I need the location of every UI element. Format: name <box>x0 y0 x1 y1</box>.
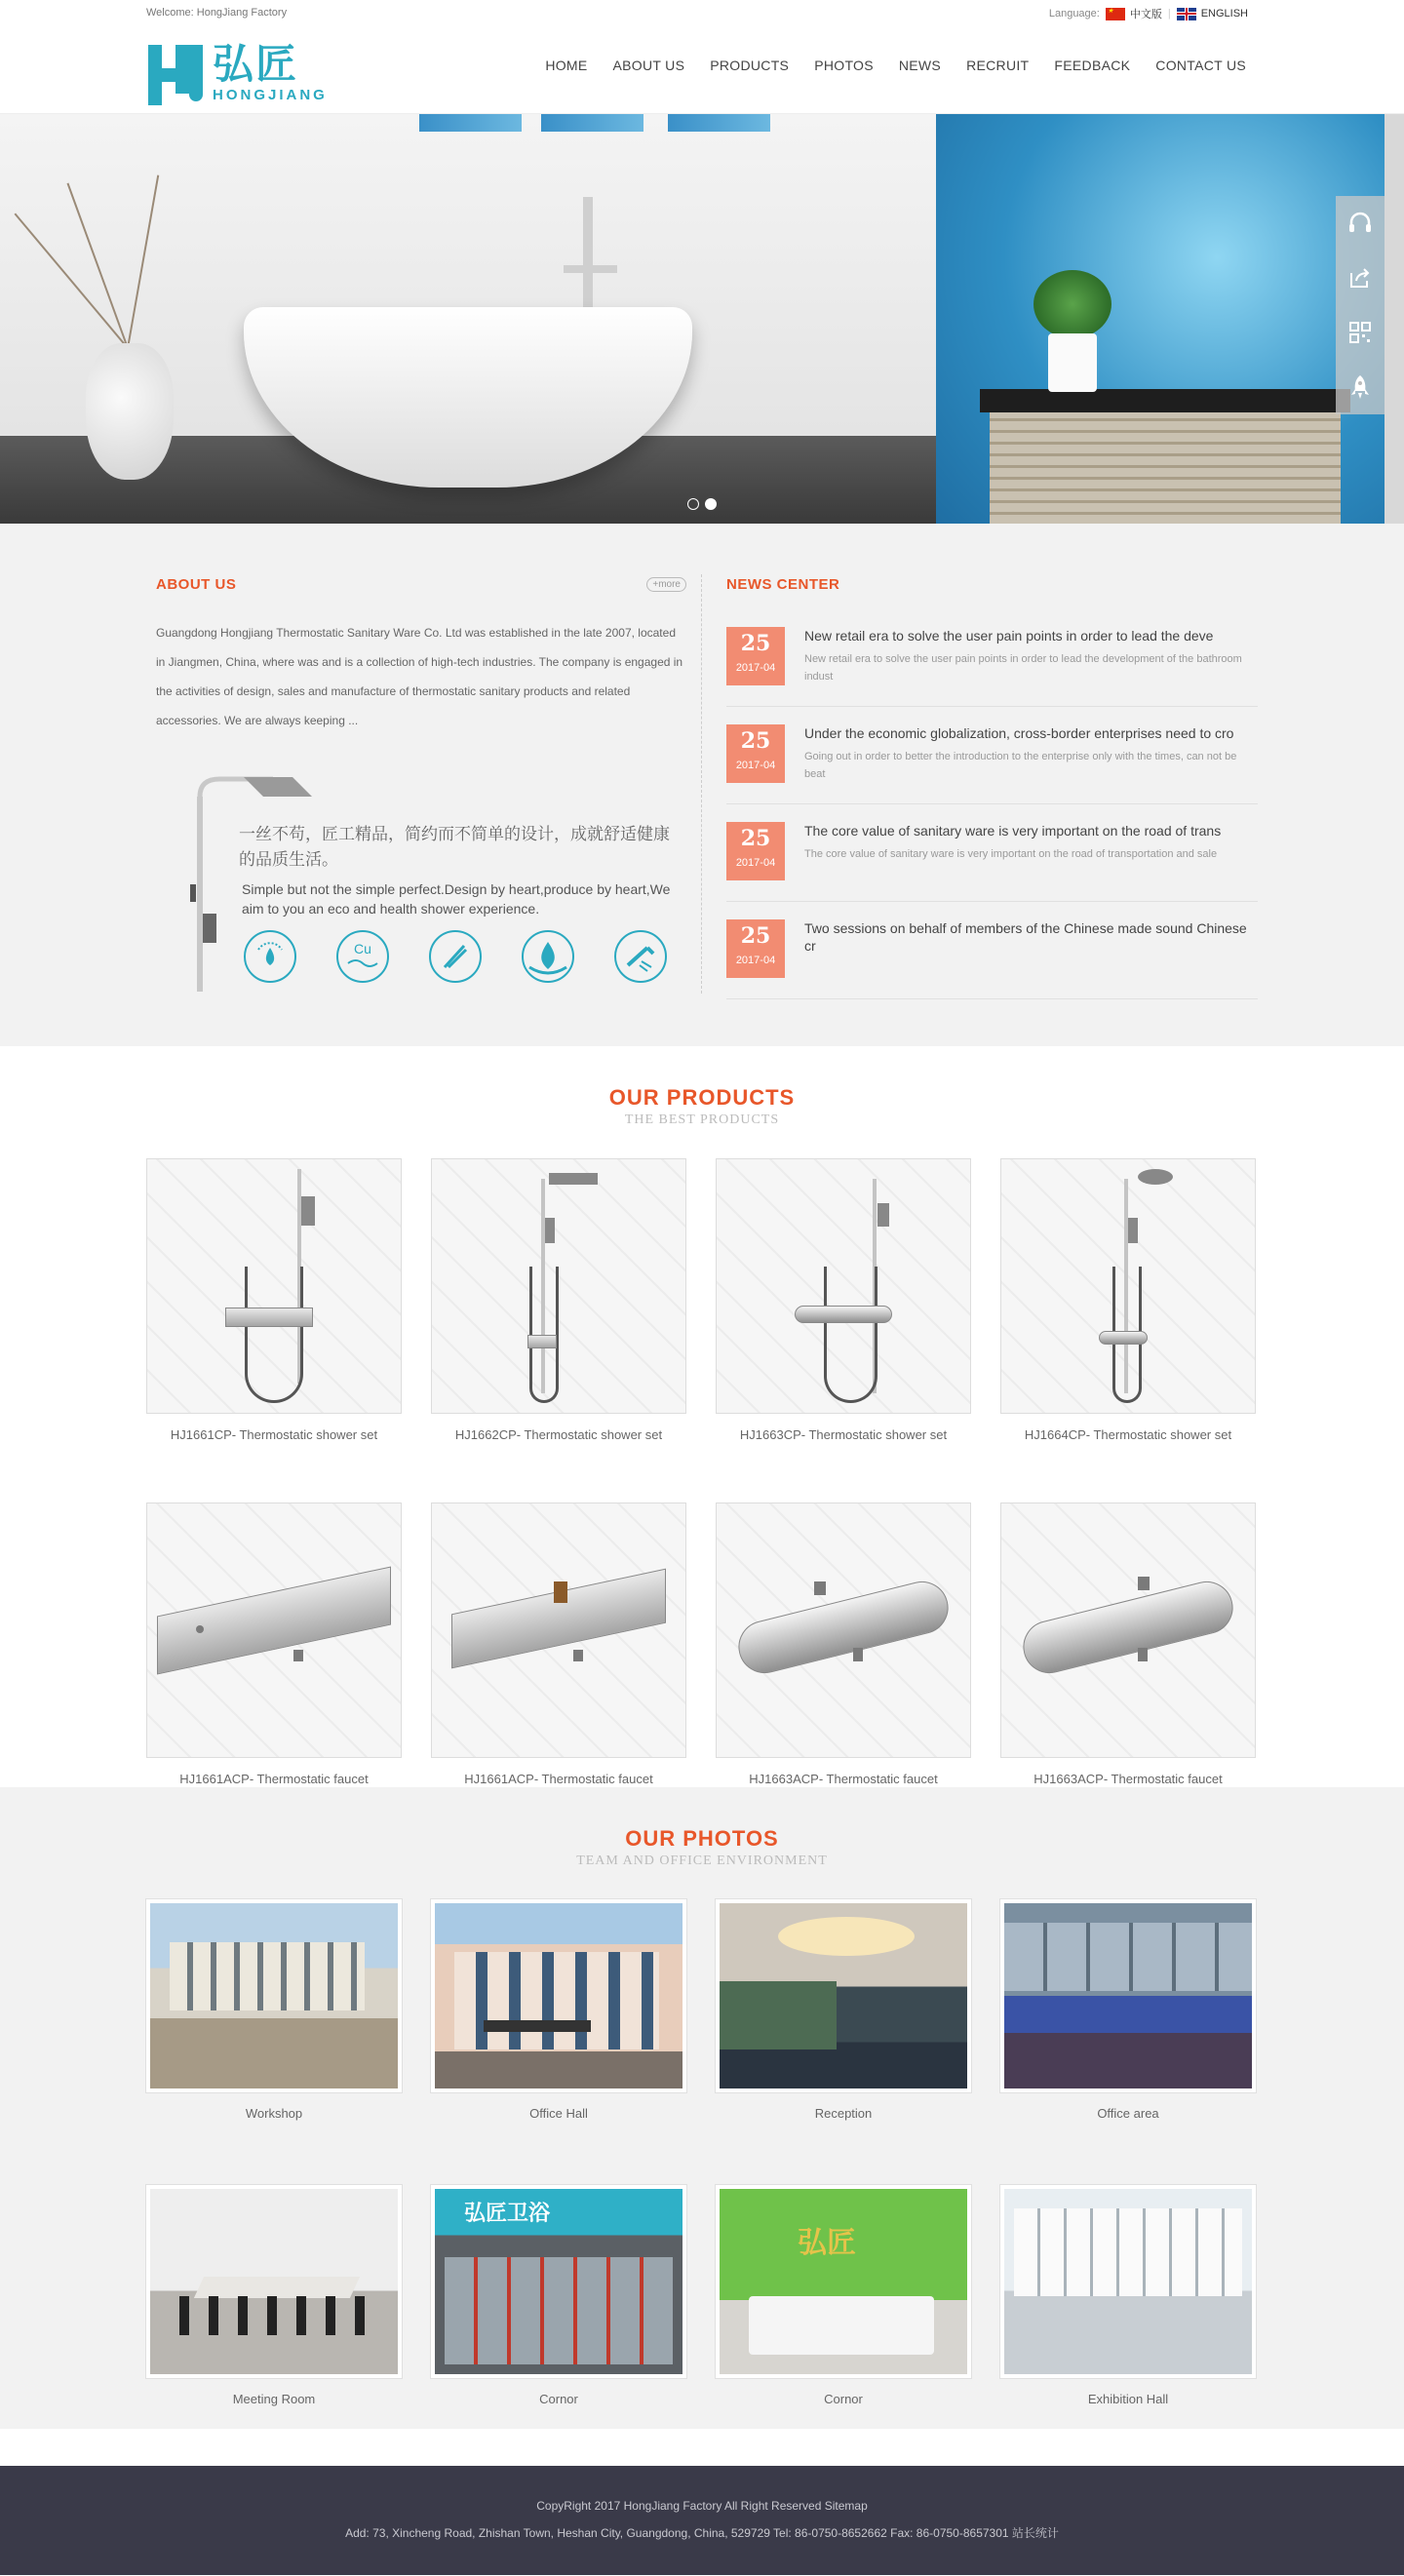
products-section <box>0 1046 1404 1787</box>
product-name: HJ1661ACP- Thermostatic faucet <box>179 1772 369 1786</box>
news-center-title: NEWS CENTER <box>726 575 840 593</box>
product-name: HJ1662CP- Thermostatic shower set <box>454 1427 663 1442</box>
product-card[interactable] <box>146 1158 402 1442</box>
news-year-month: 2017-04 <box>735 857 776 869</box>
photo-card[interactable] <box>1000 1899 1256 2121</box>
about-more-button[interactable]: +more <box>646 577 686 592</box>
news-date-badge <box>726 822 785 880</box>
news-day: 25 <box>740 826 771 851</box>
photo-caption: Office area <box>1097 2106 1159 2121</box>
shower-promo-image <box>166 767 686 992</box>
news-day: 25 <box>740 728 771 754</box>
photos-title: OUR PHOTOS <box>625 1826 779 1851</box>
slider-dots <box>687 498 717 510</box>
lang-chinese-label: 中文版 <box>1129 9 1162 20</box>
banner-stone-table <box>990 407 1341 524</box>
news-year-month: 2017-04 <box>735 955 776 966</box>
banner-table-top <box>980 389 1350 412</box>
product-image <box>146 1503 402 1758</box>
news-item[interactable] <box>726 902 1258 999</box>
news-year-month: 2017-04 <box>735 760 776 771</box>
product-name: HJ1661CP- Thermostatic shower set <box>170 1427 378 1442</box>
news-year-month: 2017-04 <box>735 662 776 674</box>
photo-caption: Meeting Room <box>232 2392 316 2406</box>
photos-section <box>0 1787 1404 2429</box>
photo-image <box>146 2185 402 2378</box>
logo-chinese-name: 弘匠 <box>213 41 299 87</box>
photo-image <box>1000 2185 1256 2378</box>
wall-logo-text: 弘匠 <box>798 2227 856 2259</box>
copper-icon <box>334 928 391 985</box>
photo-image <box>431 2185 686 2378</box>
lang-chinese-link[interactable] <box>1106 6 1162 21</box>
product-card[interactable] <box>431 1503 686 1786</box>
main-nav <box>545 58 1246 73</box>
nav-home[interactable]: HOME <box>545 58 588 73</box>
news-summary: The core value of sanitary ware is very important on the road of transportation and sale <box>804 848 1218 860</box>
nav-contact-us[interactable]: CONTACT US <box>1155 58 1246 73</box>
news-date-badge <box>726 724 785 783</box>
news-item[interactable] <box>726 609 1258 707</box>
photo-image <box>716 2185 971 2378</box>
headset-icon[interactable] <box>1336 196 1384 251</box>
logo-english-name: HONGJIANG <box>213 87 328 103</box>
language-label: Language: <box>1048 8 1100 20</box>
lang-separator: | <box>1167 8 1171 20</box>
product-card[interactable] <box>716 1503 971 1786</box>
photo-card[interactable] <box>431 1899 686 2121</box>
banner-wall-art <box>541 114 644 132</box>
news-center-block <box>726 574 1258 999</box>
news-date-badge <box>726 627 785 685</box>
hand-shower-icon <box>427 928 484 985</box>
banner-wall-art <box>668 114 770 132</box>
promo-slogan-cn: 一丝不苟，匠工精品，简约而不简单的设计，成就舒适健康的品质生活。 <box>239 825 670 869</box>
photo-caption: Exhibition Hall <box>1087 2392 1169 2406</box>
news-date-badge <box>726 919 785 978</box>
nav-photos[interactable]: PHOTOS <box>814 58 874 73</box>
product-image <box>716 1158 971 1414</box>
nav-recruit[interactable]: RECRUIT <box>966 58 1030 73</box>
photo-image <box>716 1899 971 2092</box>
news-day: 25 <box>740 923 771 949</box>
footer-copyright: CopyRight 2017 HongJiang Factory All Right Reserved Sitemap <box>536 2499 868 2513</box>
products-title: OUR PRODUCTS <box>608 1085 796 1110</box>
banner-faucet-spout <box>564 265 617 273</box>
news-title-link[interactable]: New retail era to solve the user pain points in order to lead the deve <box>804 628 1214 644</box>
product-image <box>431 1503 686 1758</box>
product-name: HJ1663ACP- Thermostatic faucet <box>749 1772 938 1786</box>
photo-caption: Cornor <box>824 2392 863 2406</box>
banner-vase <box>86 343 174 480</box>
photo-caption: Reception <box>814 2106 873 2121</box>
lang-english-label: ENGLISH <box>1200 8 1248 20</box>
hj-logo-icon <box>146 41 209 107</box>
top-bar <box>0 0 1404 26</box>
news-summary: New retail era to solve the user pain points in order to lead the development of the bathroom indust <box>804 653 1242 683</box>
nav-feedback[interactable]: FEEDBACK <box>1054 58 1131 73</box>
copper-label: Cu <box>354 941 371 956</box>
product-name: HJ1661ACP- Thermostatic faucet <box>464 1772 653 1786</box>
product-image <box>716 1503 971 1758</box>
photo-caption: Cornor <box>539 2392 578 2406</box>
photo-image <box>431 1899 686 2092</box>
about-news-section <box>0 524 1404 1046</box>
product-name: HJ1664CP- Thermostatic shower set <box>1024 1427 1232 1442</box>
section-divider <box>701 574 702 994</box>
news-item[interactable] <box>726 707 1258 804</box>
china-flag-icon <box>1106 8 1125 20</box>
qrcode-icon[interactable] <box>1336 305 1384 360</box>
photo-card[interactable] <box>716 1899 971 2121</box>
photo-card[interactable] <box>716 2185 971 2406</box>
news-title-link[interactable]: The core value of sanitary ware is very important on the road of trans <box>804 823 1222 839</box>
share-icon[interactable] <box>1336 251 1384 305</box>
product-grid <box>146 1158 1256 1786</box>
about-us-title: ABOUT US <box>156 575 237 593</box>
product-image <box>1000 1158 1256 1414</box>
water-drop-icon <box>520 928 576 985</box>
photo-image <box>146 1899 402 2092</box>
products-subtitle: THE BEST PRODUCTS <box>624 1112 780 1127</box>
photo-grid <box>146 1899 1256 2406</box>
shower-hand-icon <box>612 928 669 985</box>
side-toolbar <box>1336 196 1384 414</box>
photo-card[interactable] <box>431 2185 686 2406</box>
thermostat-icon <box>242 928 298 985</box>
site-logo[interactable] <box>146 41 328 107</box>
product-name: HJ1663CP- Thermostatic shower set <box>739 1427 948 1442</box>
product-image <box>431 1158 686 1414</box>
product-card[interactable] <box>1000 1503 1256 1786</box>
banner-faucet <box>583 197 593 319</box>
about-us-text: Guangdong Hongjiang Thermostatic Sanitary Ware Co. Ltd was established in the late 2007, located in Jiangmen, China, where was and is a collection of high-tech industries. The company is engaged in the activities of design, sales and manufacture of thermostatic sanitary products and related accessories. We are always keeping ... <box>156 626 683 727</box>
banner-edge <box>1384 114 1404 524</box>
banner-pot <box>1048 333 1097 392</box>
welcome-text: Welcome: HongJiang Factory <box>146 7 288 19</box>
language-switcher <box>1049 6 1248 21</box>
nav-about-us[interactable]: ABOUT US <box>612 58 685 73</box>
uk-flag-icon <box>1177 8 1196 20</box>
photo-caption: Office Hall <box>529 2106 588 2121</box>
photo-card[interactable] <box>146 1899 402 2121</box>
news-title-link[interactable]: Under the economic globalization, cross-border enterprises need to cro <box>804 725 1234 741</box>
about-us-block <box>156 574 686 735</box>
hero-banner[interactable] <box>0 114 1404 524</box>
photo-card[interactable] <box>1000 2185 1256 2406</box>
promo-feature-icons <box>242 928 669 985</box>
product-image <box>146 1158 402 1414</box>
rocket-icon[interactable] <box>1336 360 1384 414</box>
photos-subtitle: TEAM AND OFFICE ENVIRONMENT <box>576 1854 828 1868</box>
product-image <box>1000 1503 1256 1758</box>
banner-plant <box>1034 270 1112 338</box>
photo-card[interactable] <box>146 2185 402 2406</box>
news-day: 25 <box>740 631 771 656</box>
slider-dot-2[interactable] <box>705 498 717 510</box>
promo-slogan-en: Simple but not the simple perfect.Design by heart,produce by heart,We aim to you an eco and health shower experience. <box>242 881 671 917</box>
photo-caption: Workshop <box>245 2106 303 2121</box>
lang-english-link[interactable] <box>1177 8 1248 20</box>
store-sign-text: 弘匠卫浴 <box>464 2201 551 2225</box>
product-card[interactable] <box>716 1158 971 1442</box>
product-card[interactable] <box>431 1158 686 1442</box>
nav-products[interactable]: PRODUCTS <box>710 58 790 73</box>
news-list <box>726 609 1258 999</box>
site-footer <box>0 2466 1404 2575</box>
footer-gap <box>0 2429 1404 2466</box>
product-name: HJ1663ACP- Thermostatic faucet <box>1034 1772 1223 1786</box>
nav-news[interactable]: NEWS <box>898 58 942 73</box>
news-summary: Going out in order to better the introduction to the enterprise only with the times, can not be beat <box>804 751 1237 780</box>
footer-address: Add: 73, Xincheng Road, Zhishan Town, Heshan City, Guangdong, China, 529729 Tel: 86-0750-8652662 Fax: 86-0750-8657301 站长统计 <box>345 2526 1059 2540</box>
site-header <box>0 26 1404 114</box>
product-card[interactable] <box>146 1503 402 1786</box>
news-item[interactable] <box>726 804 1258 902</box>
product-card[interactable] <box>1000 1158 1256 1442</box>
news-title-link[interactable]: Two sessions on behalf of members of the Chinese made sound Chinese cr <box>804 920 1247 954</box>
slider-dot-1[interactable] <box>687 498 699 510</box>
banner-wall-art <box>419 114 522 132</box>
photo-image <box>1000 1899 1256 2092</box>
